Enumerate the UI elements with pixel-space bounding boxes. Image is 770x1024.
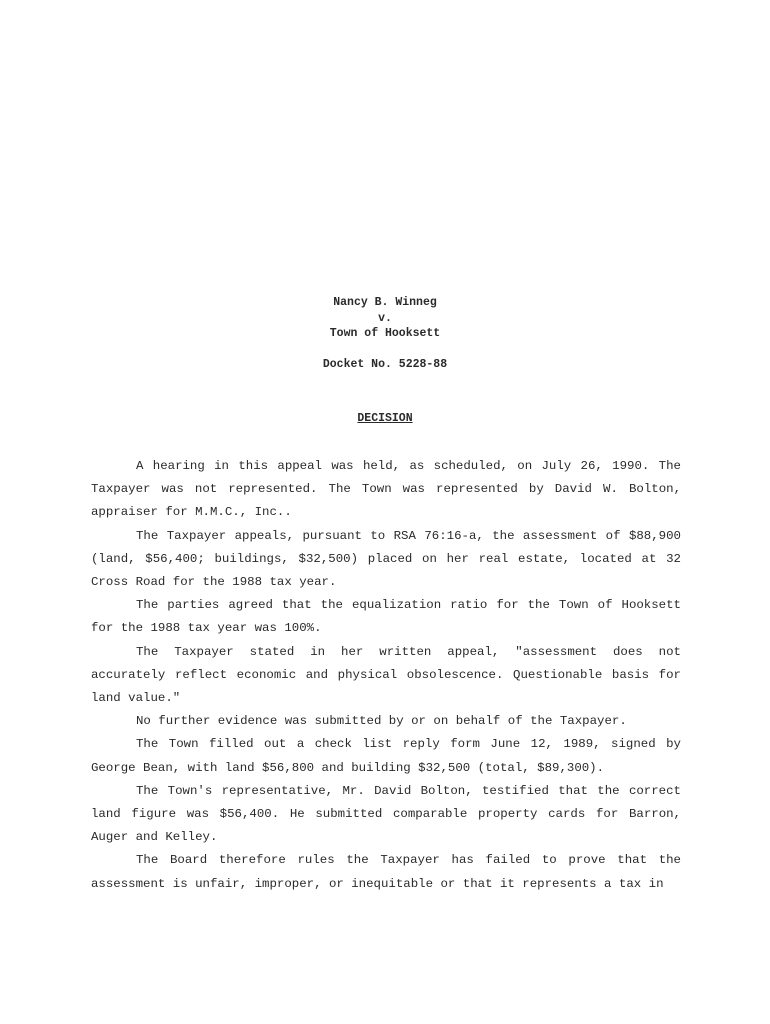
paragraph-town-testimony: The Town's representative, Mr. David Bolton, testified that the correct land figure was $56,400. He submitted comparable property cards for Barron, Auger and Kelley. <box>91 783 681 845</box>
petitioner-name: Nancy B. Winneg <box>333 296 437 309</box>
versus-label: v. <box>378 311 392 325</box>
paragraph-ruling: The Board therefore rules the Taxpayer has failed to prove that the assessment is unfair, improper, or inequitable or that it represents a tax in <box>91 853 681 891</box>
docket-number: Docket No. 5228-88 <box>322 358 448 371</box>
paragraph-taxpayer-statement: The Taxpayer stated in her written appeal, "assessment does not accurately reflect economic and physical obsolescence. Questionable basis for land value." <box>91 644 681 706</box>
respondent-name: Town of Hooksett <box>329 327 441 340</box>
paragraph-appeal: The Taxpayer appeals, pursuant to RSA 76:16-a, the assessment of $88,900 (land, $56,400; buildings, $32,500) placed on her real estate, located at 32 Cross Road for the 1988 tax year. <box>91 528 681 590</box>
paragraph-hearing: A hearing in this appeal was held, as scheduled, on July 26, 1990. The Taxpayer was not represented. The Town was represented by David W. Bolton, appraiser for M.M.C., Inc.. <box>91 459 681 520</box>
paragraph-town-form: The Town filled out a check list reply form June 12, 1989, signed by George Bean, with land $56,800 and building $32,500 (total, $89,300). <box>91 737 681 775</box>
case-caption <box>0 295 770 342</box>
decision-heading: DECISION <box>357 412 413 425</box>
paragraph-ratio: The parties agreed that the equalization ratio for the Town of Hooksett for the 1988 tax year was 100%. <box>91 598 681 636</box>
decision-body <box>91 455 681 896</box>
paragraph-no-evidence: No further evidence was submitted by or on behalf of the Taxpayer. <box>136 714 627 729</box>
